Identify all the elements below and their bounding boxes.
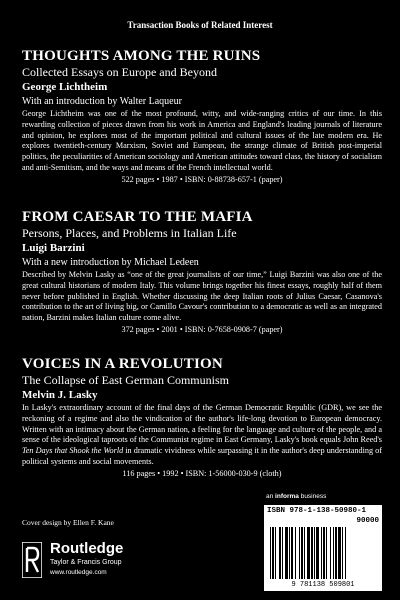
description-italic-title: Ten Days that Shook the World (22, 446, 124, 456)
series-header: Transaction Books of Related Interest (127, 20, 273, 30)
description-text: In Lasky's extraordinary account of the final days of the German Democratic Republic (GDR), we see the reckoning of a regime and also the vindication of the author's life-long devotion to European democracy. Written with an intimacy about the German nation, a feeling for the language and culture of the people, and a sense of the ideological taproots of the Communist regime in East Germany, Lasky's book equals John Reed's (22, 403, 382, 445)
informa-prefix: an (266, 493, 274, 500)
book-meta: 522 pages • 1987 • ISBN: 0-88738-657-1 (paper) (121, 174, 283, 184)
book-intro: With a new introduction by Michael Ledeen (22, 257, 199, 268)
book-description (22, 403, 382, 468)
book-entry-2 (22, 208, 382, 335)
book-subtitle: Collected Essays on Europe and Beyond (22, 65, 217, 79)
book-author: George Lichtheim (22, 81, 108, 93)
barcode-isbn-text: ISBN 978-1-138-50980-1 (267, 507, 367, 515)
publisher-logo (22, 538, 152, 588)
book-subtitle: Persons, Places, and Problems in Italian Life (22, 226, 237, 240)
informa-brand: informa (275, 493, 299, 500)
barcode-price-code: 90000 (356, 517, 379, 525)
informa-suffix: business (300, 493, 327, 500)
book-title: FROM CAESAR TO THE MAFIA (22, 209, 253, 225)
book-entry-1 (22, 47, 382, 185)
book-entry-3 (22, 355, 382, 479)
book-author: Melvin J. Lasky (22, 389, 98, 401)
publisher-group: Taylor & Francis Group (50, 559, 122, 566)
book-meta: 372 pages • 2001 • ISBN: 0-7658-0908-7 (paper) (121, 324, 283, 334)
publisher-url: www.routledge.com (50, 569, 107, 576)
barcode-panel (264, 505, 382, 591)
publisher-name: Routledge (50, 540, 124, 557)
book-description: George Lichtheim was one of the most profound, witty, and wide-ranging critics of our time. In this rewarding collection of pieces drawn from his work in America and England's leading journals of literature and opinion, he explores most of the important political and cultural issues of the late modern era. He explores twentieth-century Marxism, Soviet and European, the strange climate of British post-imperial politics, the peculiarities of American sociology and American attitudes toward class, the history of socialism and anti-Semitism, and the ways and means of the French intellectual world. (22, 109, 382, 172)
description-text: in dramatic vividness while surpassing it in the author's deep understanding of political systems and social movements. (22, 446, 382, 466)
book-intro: With an introduction by Walter Laqueur (22, 96, 182, 107)
book-author: Luigi Barzini (22, 242, 85, 254)
informa-business-label (266, 493, 326, 500)
book-subtitle: The Collapse of East German Communism (22, 373, 229, 387)
cover-design-credit: Cover design by Ellen F. Kane (22, 518, 114, 527)
book-title: VOICES IN A REVOLUTION (22, 356, 223, 372)
routledge-logo-icon (22, 542, 42, 578)
book-meta: 116 pages • 1992 • ISBN: 1-56000-030-9 (cloth) (122, 468, 282, 478)
barcode-number: 9 781138 509801 (291, 581, 355, 589)
book-description: Described by Melvin Lasky as “one of the great journalists of our time,” Luigi Barzini was also one of the great cultural historians of modern Italy. This volume brings together his finest essays, roughly half of them never before published in English. Whether discussing the deep Italian roots of Julius Caesar, Casanova's contribution to the art of living big, or Camillo Cavour's contribution to a democratic as well as an integrated nation, Barzini makes Italian culture come alive. (22, 270, 382, 323)
book-title: THOUGHTS AMONG THE RUINS (22, 48, 261, 64)
barcode-icon (270, 527, 376, 579)
